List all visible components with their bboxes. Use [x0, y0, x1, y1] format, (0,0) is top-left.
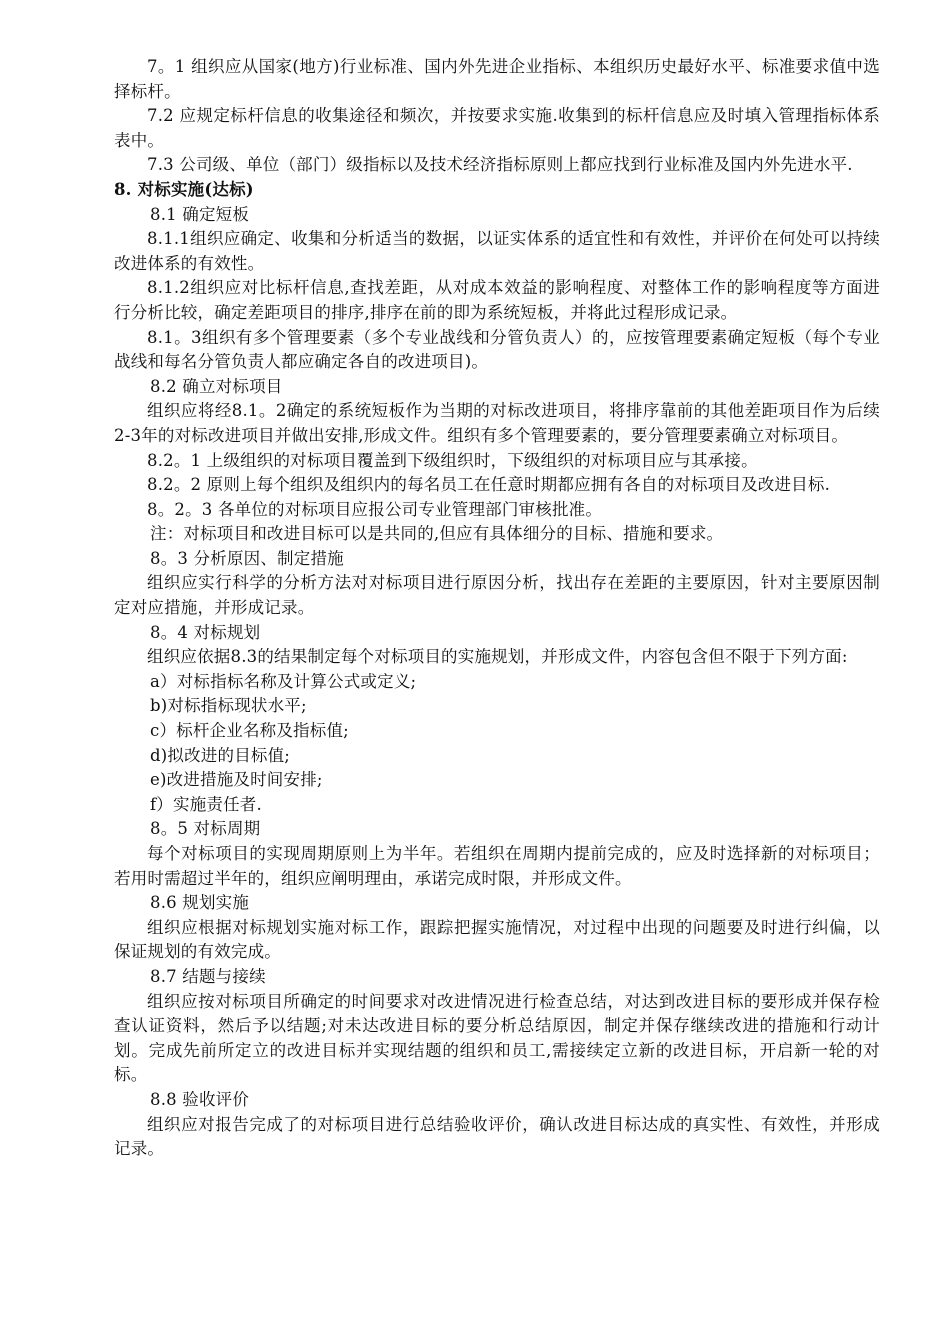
subheading-8-8: 8.8 验收评价 [150, 1089, 250, 1109]
paragraph-8-5-body: 每个对标项目的实现周期原则上为半年。若组织在周期内提前完成的，应及时选择新的对标项目；若用时需超过半年的，组织应阐明理由，承诺完成时限，并形成文件。 [114, 844, 880, 888]
list-item-b: b)对标指标现状水平; [150, 696, 307, 716]
paragraph-8-4-body: 组织应依据8.3的结果制定每个对标项目的实施规划，并形成文件，内容包含但不限于下列方面: [147, 647, 848, 667]
paragraph-8-7-body: 组织应按对标项目所确定的时间要求对改进情况进行检查总结，对达到改进目标的要形成并保存检查认证资料，然后予以结题;对未达改进目标的要分析总结原因，制定并保存继续改进的措施和行动计划。完成先前所定立的改进目标并实现结题的组织和员工,需接续定立新的改进目标，开启新一轮的对标。 [114, 991, 880, 1085]
list-item-d: d)拟改进的目标值; [150, 745, 291, 765]
paragraph-8-3-body: 组织应实行科学的分析方法对对标项目进行原因分析，找出存在差距的主要原因，针对主要原因制定对应措施，并形成记录。 [114, 573, 880, 618]
paragraph-8-2-2: 8.2。2 原则上每个组织及组织内的每名员工在任意时期都应拥有各自的对标项目及改进目标. [147, 475, 831, 495]
section-heading-8: 8. 对标实施(达标) [114, 179, 254, 199]
paragraph-8-2-body: 组织应将经8.1。2确定的系统短板作为当期的对标改进项目，将排序靠前的其他差距项目作为后续2-3年的对标改进项目并做出安排,形成文件。组织有多个管理要素的，要分管理要素确立对标项目。 [114, 401, 880, 445]
paragraph-7-2: 7.2 应规定标杆信息的收集途径和频次，并按要求实施.收集到的标杆信息应及时填入管理指标体系表中。 [114, 106, 880, 150]
subheading-8-7: 8.7 结题与接续 [150, 966, 266, 986]
paragraph-8-8-body: 组织应对报告完成了的对标项目进行总结验收评价，确认改进目标达成的真实性、有效性，并形成记录。 [114, 1114, 880, 1159]
paragraph-8-1-2: 8.1.2组织应对比标杆信息,查找差距，从对成本效益的影响程度、对整体工作的影响程度等方面进行分析比较，确定差距项目的排序,排序在前的即为系统短板，并将此过程形成记录。 [114, 278, 880, 322]
paragraph-8-1-3: 8.1。3组织有多个管理要素（多个专业战线和分管负责人）的，应按管理要素确定短板（每个专业战线和每名分管负责人都应确定各自的改进项目)。 [114, 327, 880, 372]
subheading-8-3: 8。3 分析原因、制定措施 [150, 548, 344, 568]
paragraph-8-2-1: 8.2。1 上级组织的对标项目覆盖到下级组织时，下级组织的对标项目应与其承接。 [147, 450, 758, 470]
subheading-8-2: 8.2 确立对标项目 [150, 376, 283, 396]
paragraph-7-1: 7。1 组织应从国家(地方)行业标准、国内外先进企业指标、本组织历史最好水平、标准要求值中选择标杆。 [114, 57, 880, 101]
subheading-8-6: 8.6 规划实施 [150, 893, 250, 913]
list-item-c: c）标杆企业名称及指标值; [150, 721, 349, 741]
note-paragraph: 注：对标项目和改进目标可以是共同的,但应有具体细分的目标、措施和要求。 [150, 524, 724, 544]
list-item-a: a）对标指标名称及计算公式或定义; [150, 671, 417, 691]
paragraph-7-3: 7.3 公司级、单位（部门）级指标以及技术经济指标原则上都应找到行业标准及国内外先进水平. [147, 155, 853, 175]
subheading-8-4: 8。4 对标规划 [150, 622, 261, 642]
paragraph-8-2-3: 8。2。3 各单位的对标项目应报公司专业管理部门审核批准。 [147, 499, 603, 519]
subheading-8-5: 8。5 对标周期 [150, 819, 261, 839]
paragraph-8-1-1: 8.1.1组织应确定、收集和分析适当的数据，以证实体系的适宜性和有效性，并评价在何处可以持续改进体系的有效性。 [114, 229, 880, 273]
paragraph-8-6-body: 组织应根据对标规划实施对标工作，跟踪把握实施情况，对过程中出现的问题要及时进行纠偏，以保证规划的有效完成。 [114, 917, 880, 962]
subheading-8-1: 8.1 确定短板 [150, 204, 250, 224]
list-item-e: e)改进措施及时间安排; [150, 770, 323, 790]
list-item-f: f）实施责任者. [150, 794, 262, 814]
